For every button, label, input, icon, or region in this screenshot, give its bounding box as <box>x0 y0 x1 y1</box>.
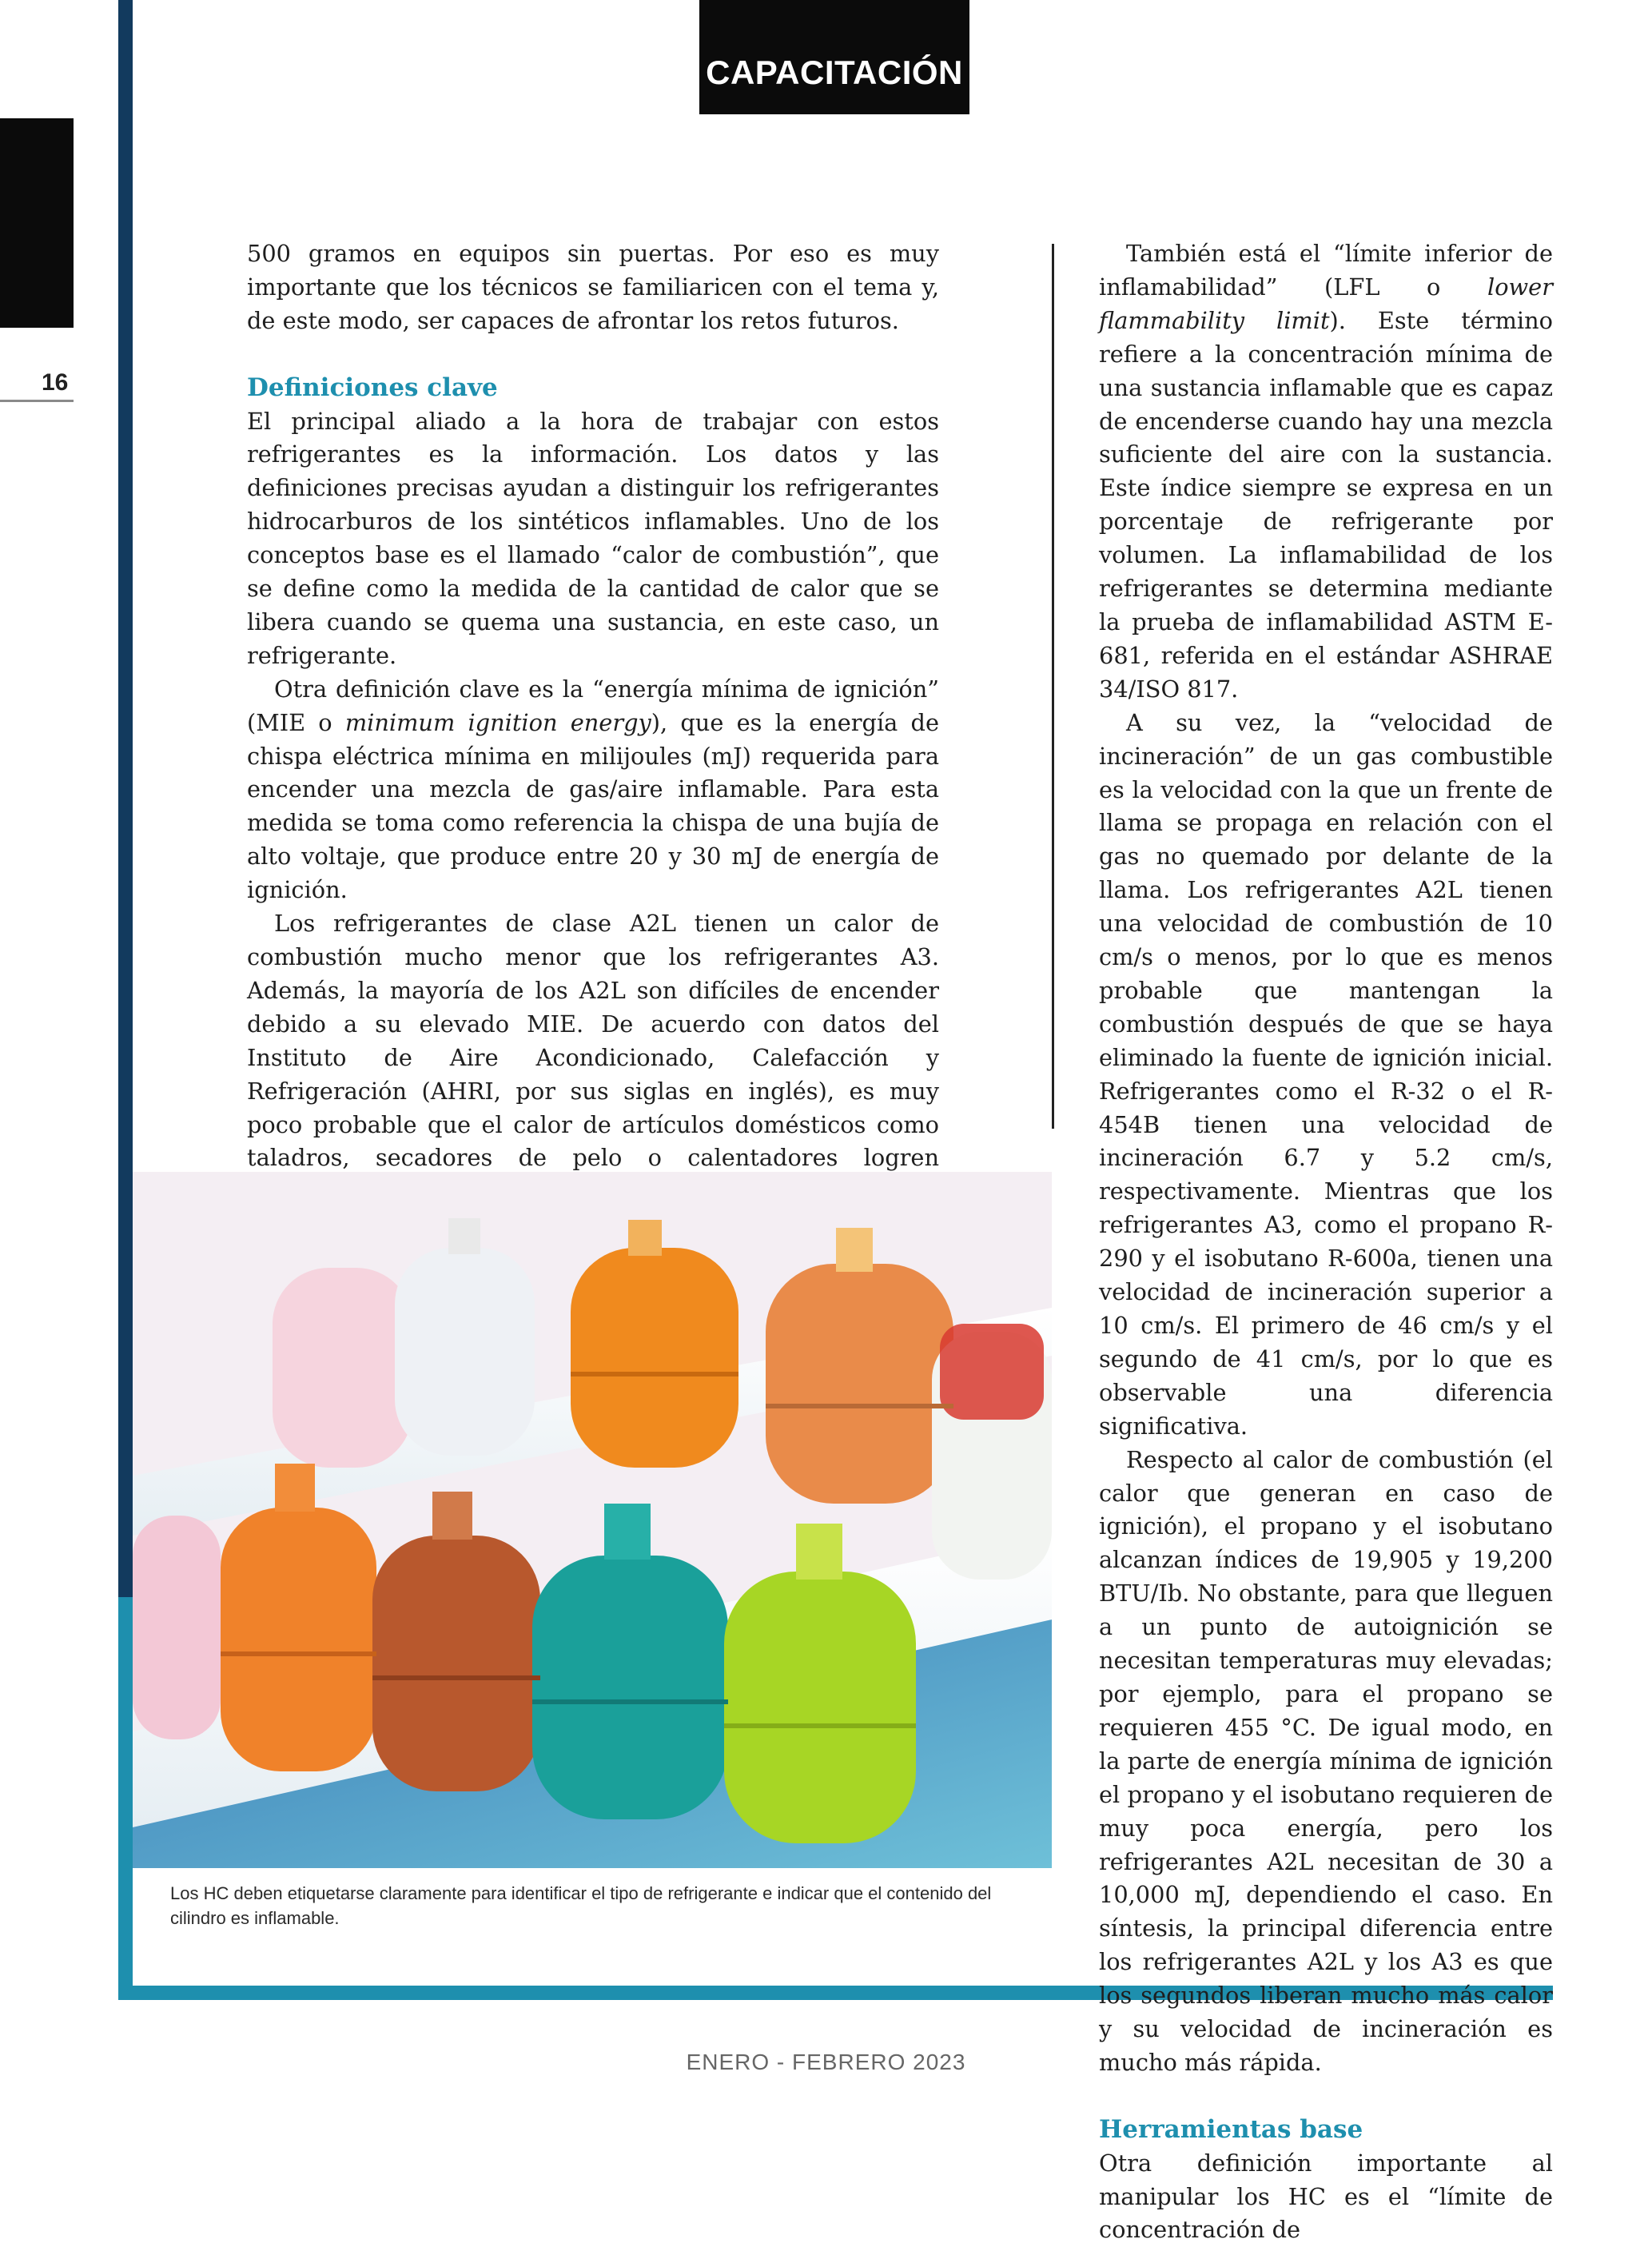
paragraph-lfl-part-a: También está el “límite inferior de inflamabilidad” (LFL o <box>1099 240 1553 301</box>
photo-caption: Los HC deben etiquetarse claramente para identificar el tipo de refrigerante e indicar que el contenido del cilindro es inflamable. <box>170 1883 992 1928</box>
left-navy-bar <box>118 0 133 1597</box>
heading-definiciones: Definiciones clave <box>247 373 498 402</box>
paragraph-2 <box>247 673 939 907</box>
footer-issue: ENERO - FEBRERO 2023 <box>686 2050 966 2074</box>
refrigerant-cylinders-photo <box>133 1172 1052 1868</box>
left-column <box>247 237 939 1276</box>
paragraph-2-part-b: ), que es la energía de chispa eléctrica mínima en milijoules (mJ) requerida para encender una mezcla de gas/aire inflamable. Para esta medida se toma como referencia la chispa de una bujía de alto voltaje, que produce entre 20 y 30 mJ de energía de ignición. <box>247 708 940 904</box>
heading-herramientas: Herramientas base <box>1099 2114 1363 2144</box>
left-black-bar <box>0 118 74 328</box>
paragraph-herramientas: Otra definición importante al manipular los HC es el “límite de concentración de <box>1099 2149 1553 2244</box>
paragraph-2-italic: minimum ignition energy <box>344 708 651 736</box>
left-blue-bar <box>118 1597 133 2000</box>
cylinders-illustration <box>133 1172 1052 1868</box>
page-number-rule <box>0 400 74 402</box>
page-number: 16 <box>42 369 69 396</box>
paragraph-lfl-part-b: ). Este término refiere a la concentración mínima de una sustancia inflamable que es capaz de encenderse cuando hay una mezcla suficiente del aire con la sustancia. Este índice siempre se expresa en un porcentaje de refrigerante por volumen. La inflamabilidad de los refrigerantes se determina mediante la prueba de inflamabilidad ASTM E-681, referida en el estándar ASHRAE 34/ISO 817. <box>1099 306 1553 703</box>
paragraph-3: Los refrigerantes de clase A2L tienen un calor de combustión mucho menor que los refrigerantes A3. Además, la mayoría de los A2L son difíciles de encender debido a su elevado MIE. De acuerdo con datos del Instituto de Aire Acondicionado, Calefacción y Refrigeración (AHRI, por sus siglas en inglés), es muy poco probable que el calor de artículos domésticos como taladros, secadores de pelo o calentadores logren <box>247 910 939 1172</box>
section-tab <box>699 0 969 114</box>
paragraph-1: El principal aliado a la hora de trabajar con estos refrigerantes es la información. Los datos y las definiciones precisas ayudan a distinguir los refrigerantes hidrocarburos de los sintéticos inflamables. Uno de los conceptos base es el llamado “calor de combustión”, que se define como la medida de la cantidad de calor que se libera cuando se quema una sustancia, en este caso, un refrigerante. <box>247 407 939 669</box>
intro-paragraph: 500 gramos en equipos sin puertas. Por eso es muy importante que los técnicos se familiaricen con el tema y, de este modo, ser capaces de afrontar los retos futuros. <box>247 240 939 334</box>
right-column <box>1099 237 1553 2247</box>
section-label: CAPACITACIÓN <box>706 54 963 91</box>
paragraph-calor: Respecto al calor de combustión (el calor que generan en caso de ignición), el propano y el isobutano alcanzan índices de 19,905 y 19,200 BTU/Ib. No obstante, para que lleguen a un punto de autoignición se necesitan temperaturas muy elevadas; por ejemplo, para el propano se requieren 455 °C. De igual modo, en la parte de energía mínima de ignición el propano y el isobutano requieren de muy poca energía, pero los refrigerantes A2L necesitan de 30 a 10,000 mJ, dependiendo el caso. En síntesis, la principal diferencia entre los refrigerantes A2L y los A3 es que los segundos liberan mucho más calor y su velocidad de incineración es mucho más rápida. <box>1099 1445 1553 2076</box>
paragraph-lfl-italic: lower flammability limit <box>1099 273 1553 334</box>
paragraph-velocidad: A su vez, la “velocidad de incineración” de un gas combustible es la velocidad con la que un frente de llama se propaga en relación con el gas no quemado por delante de la llama. Los refrigerantes A2L tienen una velocidad de combustión de 10 cm/s o menos, por lo que es menos probable que mantengan la combustión después de que se haya eliminado la fuente de ignición inicial. Refrigerantes como el R-32 o el R-454B tienen una velocidad de incineración 6.7 y 5.2 cm/s, respectivamente. Mientras que los refrigerantes A3, como el propano R-290 y el isobutano R-600a, tienen una velocidad de incineración superior a 10 cm/s. El primero de 46 cm/s y el segundo de 41 cm/s, por lo que es observable una diferencia significativa. <box>1099 708 1553 1440</box>
paragraph-2-part-a: Otra definición clave es la “energía mínima de ignición” (MIE o <box>247 675 939 736</box>
paragraph-lfl <box>1099 237 1553 707</box>
column-divider <box>1052 244 1054 1129</box>
